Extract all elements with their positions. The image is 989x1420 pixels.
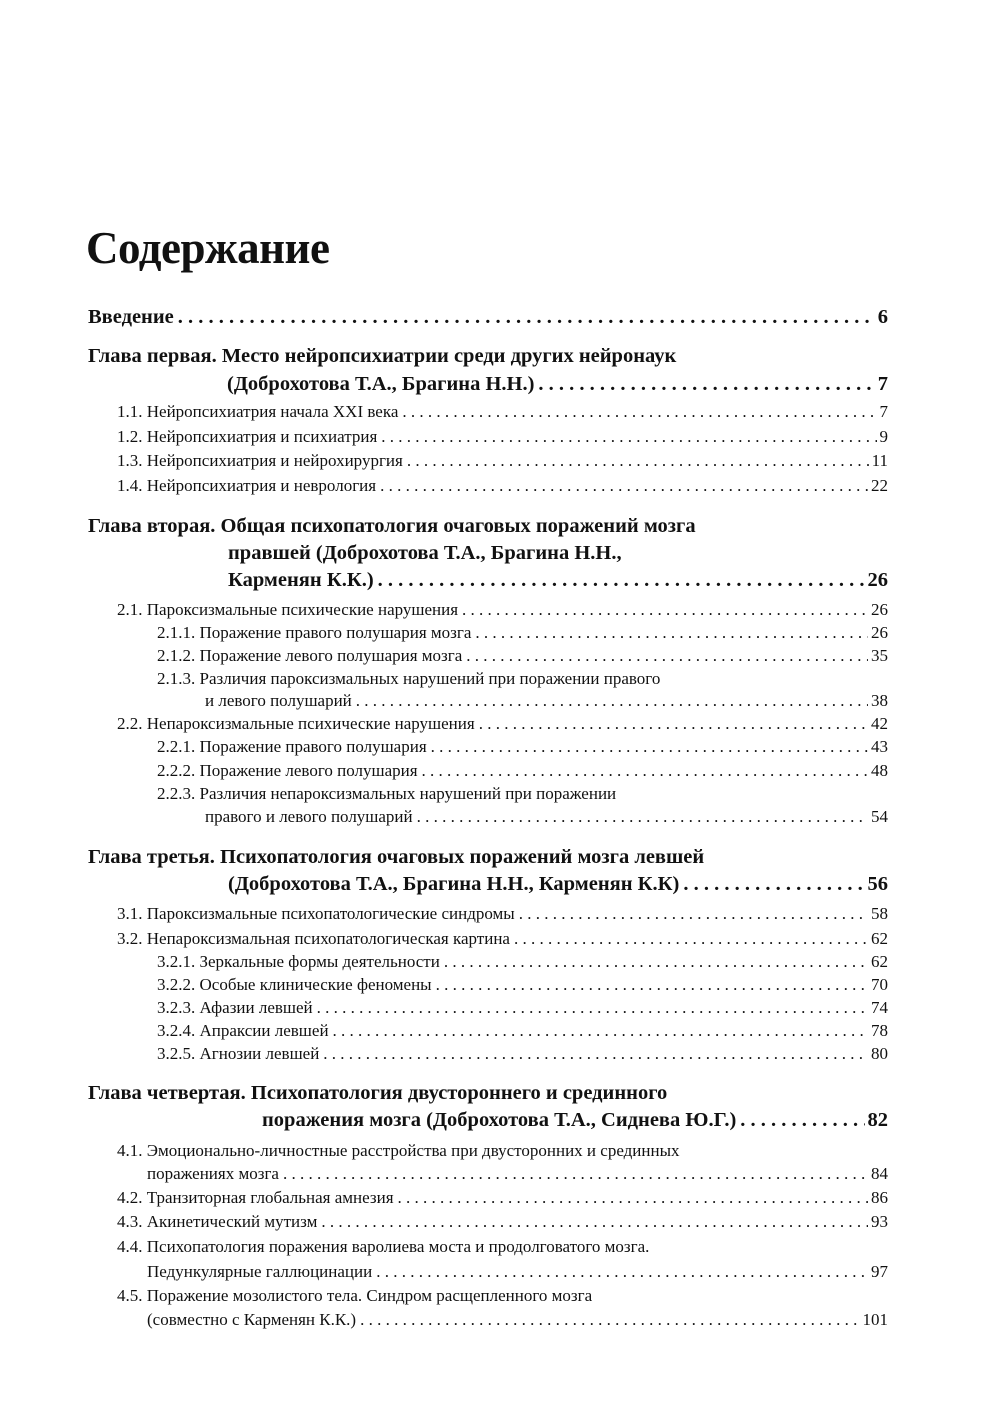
toc-entry-title: 4.3. Акинетический мутизм [117, 1212, 318, 1231]
toc-line [117, 1186, 888, 1210]
toc-line [117, 1210, 888, 1234]
page-number: 42 [871, 714, 888, 733]
dot-leader [323, 1042, 868, 1066]
page-number: 35 [871, 646, 888, 665]
toc-entry-title: 4.4. Психопатология поражения варолиева моста и продолговатого мозга. [117, 1237, 650, 1256]
page-number: 62 [871, 952, 888, 971]
toc-line [227, 370, 888, 398]
dot-leader [380, 474, 868, 498]
toc-line [88, 512, 888, 540]
toc-line [147, 1308, 888, 1332]
dot-leader [431, 735, 868, 759]
dot-leader [466, 644, 868, 668]
toc-entry-title: 2.1. Пароксизмальные психические нарушения [117, 600, 459, 619]
toc-entry-title: правого и левого полушарий [205, 807, 413, 826]
toc-entry-title: 1.3. Нейропсихиатрия и нейрохирургия [117, 451, 403, 470]
toc-entry-title: Глава четвертая. Психопатология двустороннего и срединного [88, 1082, 668, 1104]
page-number: 56 [867, 873, 888, 895]
toc-line [117, 425, 888, 449]
dot-leader [479, 712, 868, 736]
dot-leader [402, 400, 876, 424]
toc-entry-title: 2.1.3. Различия пароксизмальных нарушений при поражении правого [157, 669, 661, 688]
toc-entry-title: 3.2.1. Зеркальные формы деятельности [157, 952, 440, 971]
toc-line [228, 566, 888, 594]
toc-line [117, 598, 888, 622]
toc-line [157, 996, 888, 1020]
toc-entry-title: Глава вторая. Общая психопатология очаговых поражений мозга [88, 515, 696, 537]
toc-line [88, 843, 888, 871]
page-number: 97 [871, 1262, 888, 1281]
toc-line [262, 1106, 888, 1134]
page-number: 54 [871, 807, 888, 826]
toc-entry-title: 2.2.3. Различия непароксизмальных нарушений при поражении [157, 784, 617, 803]
toc-line [157, 973, 888, 997]
page-number: 78 [871, 1021, 888, 1040]
page-number: 26 [871, 623, 888, 642]
page-number: 11 [871, 451, 888, 470]
page-number: 7 [877, 373, 888, 395]
toc-entry-title: Глава первая. Место нейропсихиатрии среди других нейронаук [88, 345, 677, 367]
dot-leader [436, 973, 868, 997]
page-number: 7 [879, 402, 888, 421]
toc-line [117, 474, 888, 498]
page-number: 80 [871, 1044, 888, 1063]
dot-leader [422, 759, 868, 783]
toc-entry-title: 2.2.1. Поражение правого полушария [157, 737, 427, 756]
toc-entry-title: 4.1. Эмоционально-личностные расстройства при двусторонних и срединных [117, 1141, 680, 1160]
toc-line [157, 759, 888, 783]
dot-leader [519, 902, 868, 926]
toc-entry-title: 2.1.1. Поражение правого полушария мозга [157, 623, 472, 642]
toc-line [117, 400, 888, 424]
page-number: 43 [871, 737, 888, 756]
dot-leader [321, 1210, 868, 1234]
toc-line [117, 927, 888, 951]
toc-line [147, 1260, 888, 1284]
dot-leader [178, 303, 875, 331]
toc-line [147, 1162, 888, 1186]
dot-leader [444, 950, 868, 974]
dot-leader [378, 566, 865, 594]
toc-line [228, 870, 888, 898]
page-number: 58 [871, 904, 888, 923]
toc-line [157, 1042, 888, 1066]
page-number: 26 [871, 600, 888, 619]
toc-entry-title: 3.2.3. Афазии левшей [157, 998, 313, 1017]
toc-entry-title: 3.2.4. Апраксии левшей [157, 1021, 329, 1040]
dot-leader [356, 689, 868, 713]
page-number: 84 [871, 1164, 888, 1183]
toc-entry-title: (Доброхотова Т.А., Брагина Н.Н., Карменян К.К) [228, 873, 680, 895]
toc-entry-title: 3.2.2. Особые клинические феномены [157, 975, 432, 994]
toc-line [157, 644, 888, 668]
toc-entry-title: 2.2.2. Поражение левого полушария [157, 761, 418, 780]
toc-entry-title: 4.2. Транзиторная глобальная амнезия [117, 1188, 394, 1207]
page-number: 86 [871, 1188, 888, 1207]
toc-entry-title: (Доброхотова Т.А., Брагина Н.Н.) [227, 373, 535, 395]
dot-leader [462, 598, 868, 622]
page-number: 38 [871, 691, 888, 710]
dot-leader [283, 1162, 868, 1186]
toc-line [157, 1019, 888, 1043]
page-number: 70 [871, 975, 888, 994]
page-number: 74 [871, 998, 888, 1017]
toc-line [117, 1235, 888, 1259]
page-number: 6 [877, 306, 888, 328]
toc-entry-title: 2.1.2. Поражение левого полушария мозга [157, 646, 463, 665]
toc-line [88, 303, 888, 331]
toc-line [205, 689, 888, 713]
toc-entry-title: 1.1. Нейропсихиатрия начала XXI века [117, 402, 399, 421]
dot-leader [538, 370, 874, 398]
page-number: 48 [871, 761, 888, 780]
page-number: 22 [871, 476, 888, 495]
toc-entry-title: 3.2.5. Агнозии левшей [157, 1044, 320, 1063]
toc-entry-title: 2.2. Непароксизмальные психические нарушения [117, 714, 475, 733]
toc-entry-title: 4.5. Поражение мозолистого тела. Синдром расщепленного мозга [117, 1286, 593, 1305]
toc-entry-title: Карменян К.К.) [228, 569, 374, 591]
page-number: 62 [871, 929, 888, 948]
toc-entry-title: (совместно с Карменян К.К.) [147, 1310, 357, 1329]
toc-line [157, 667, 888, 691]
toc-line [117, 902, 888, 926]
dot-leader [417, 805, 868, 829]
toc-line [157, 782, 888, 806]
page-number: 9 [879, 427, 888, 446]
page-number: 26 [867, 569, 888, 591]
dot-leader [317, 996, 868, 1020]
toc-line [117, 449, 888, 473]
dot-leader [333, 1019, 868, 1043]
dot-leader [398, 1186, 868, 1210]
dot-leader [683, 870, 864, 898]
toc-line [88, 342, 888, 370]
page-number: 93 [871, 1212, 888, 1231]
page-number: 82 [867, 1109, 888, 1131]
toc-line [205, 805, 888, 829]
toc-entry-title: поражения мозга (Доброхотова Т.А., Сиднева Ю.Г.) [262, 1109, 737, 1131]
toc-line [157, 950, 888, 974]
toc-line [117, 712, 888, 736]
toc-entry-title: Педункулярные галлюцинации [147, 1262, 373, 1281]
dot-leader [475, 621, 868, 645]
page-title: Содержание [86, 223, 330, 273]
toc-entry-title: 3.2. Непароксизмальная психопатологическая картина [117, 929, 510, 948]
toc-line [88, 1079, 888, 1107]
toc-line [157, 735, 888, 759]
toc-entry-title: Введение [88, 306, 174, 328]
toc-entry-title: и левого полушарий [205, 691, 352, 710]
toc-entry-title: правшей (Доброхотова Т.А., Брагина Н.Н., [228, 542, 622, 564]
toc-entry-title: 3.1. Пароксизмальные психопатологические синдромы [117, 904, 515, 923]
dot-leader [376, 1260, 868, 1284]
toc-line [157, 621, 888, 645]
toc-entry-title: поражениях мозга [147, 1164, 279, 1183]
toc-entry-title: 1.4. Нейропсихиатрия и неврология [117, 476, 377, 495]
toc-line [228, 539, 888, 567]
toc-line [117, 1139, 888, 1163]
dot-leader [360, 1308, 859, 1332]
toc-entry-title: 1.2. Нейропсихиатрия и психиатрия [117, 427, 378, 446]
toc-entry-title: Глава третья. Психопатология очаговых поражений мозга левшей [88, 846, 705, 868]
toc-line [117, 1284, 888, 1308]
dot-leader [407, 449, 869, 473]
dot-leader [381, 425, 876, 449]
dot-leader [740, 1106, 864, 1134]
page-number: 101 [862, 1310, 888, 1329]
dot-leader [514, 927, 868, 951]
